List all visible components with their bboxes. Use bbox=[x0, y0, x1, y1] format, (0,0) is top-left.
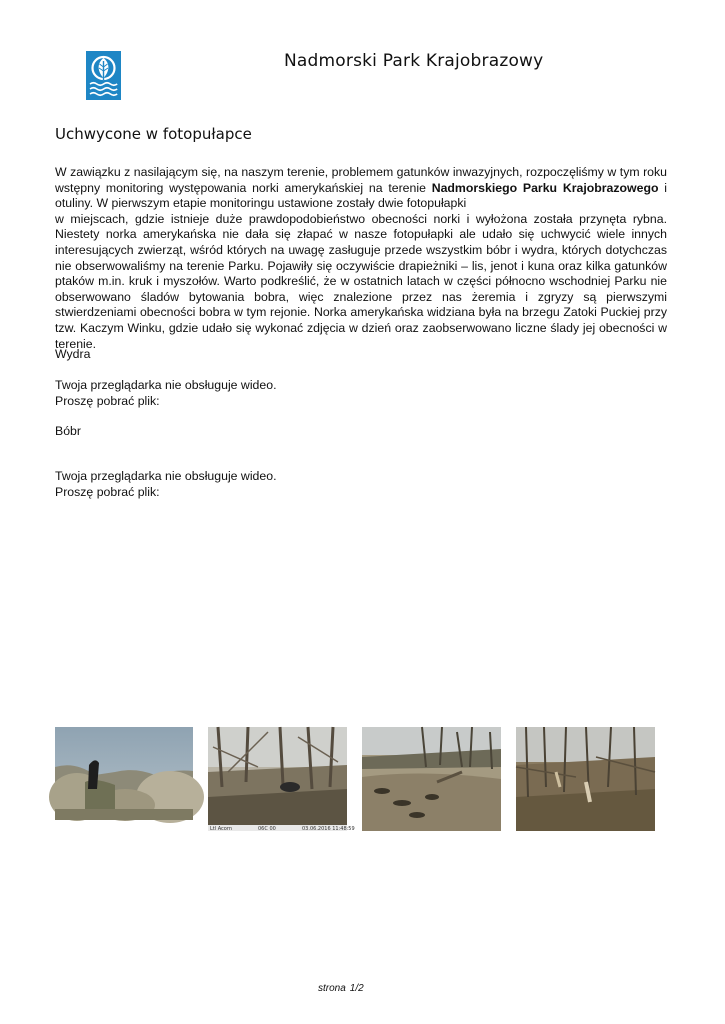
photo-beaver-trail-field[interactable] bbox=[362, 727, 501, 831]
video-fallback-line1: Twoja przeglądarka nie obsługuje wideo. bbox=[55, 469, 277, 483]
video-label-bobr: Bóbr bbox=[55, 424, 81, 438]
video-download-link[interactable]: Proszę pobrać plik: bbox=[55, 485, 160, 499]
site-title: Nadmorski Park Krajobrazowy bbox=[284, 51, 544, 71]
page-word: strona bbox=[318, 983, 346, 994]
photo-mink-on-rocks[interactable] bbox=[55, 727, 193, 820]
intro-park-name: Nadmorskiego Parku Krajobrazowego bbox=[431, 180, 659, 195]
video-download-link[interactable]: Proszę pobrać plik: bbox=[55, 394, 160, 408]
article-intro bbox=[55, 165, 667, 352]
photo-trap-camera-forest[interactable] bbox=[208, 727, 355, 832]
article-title: Uchwycone w fotopułapce bbox=[55, 125, 252, 143]
video-label-wydra: Wydra bbox=[55, 347, 91, 361]
page-count: 1/2 bbox=[349, 983, 364, 994]
intro-text-part1: W zawiązku z nasilającym się, na naszym terenie, problemem gatunków inwazyjnych, rozpoczęliśmy w tym roku wstępny monitoring występowania norki amerykańskiej na terenie bbox=[55, 165, 667, 195]
camera-brand-caption: Ltl Acorn bbox=[210, 826, 233, 832]
camera-temp-caption: 06C 00 bbox=[258, 826, 276, 832]
photo-beaver-gnawed-trees[interactable] bbox=[516, 727, 655, 831]
page-number bbox=[318, 983, 364, 994]
intro-text-part2: i otuliny. W pierwszym etapie monitoringu ustawione zostały dwie fotopułapki bbox=[55, 180, 667, 211]
video-fallback-line1: Twoja przeglądarka nie obsługuje wideo. bbox=[55, 378, 277, 392]
leaf-waves-logo-icon bbox=[86, 51, 121, 100]
intro-text-part3: w miejscach, gdzie istnieje duże prawdopodobieństwo obecności norki i wyłożona została przynęta rybna. Niestety norka amerykańska nie dała się złapać w nasze fotopułapki ale udało się uchwycić wiele innych interesujących zwierząt, wśród których na uwagę zasługuje przede wszystkim bóbr i wydra, których dotychczas nie obserwowaliśmy na terenie Parku. Pojawiły się oczywiście drapieżniki – lis, jenot i kuna oraz kilka gatunków ptaków m.in. kruk i myszołów. Warto podkreślić, że w ostatnich latach w części północno wschodniej Parku nie obserwowano śladów bytowania bobra, więc znalezione przez nas żeremia i zgryzy są pierwszymi stwierdzeniami obecności bobra w tym rejonie. Norka amerykańska widziana była na brzegu Zatoki Puckiej przy tzw. Kaczym Winku, gdzie udało się wykonać zdjęcia w dzień oraz zaobserwowano liczne ślady jej obecności w terenie. bbox=[55, 211, 667, 351]
camera-date-caption: 03.06.2016 11:48:59 bbox=[302, 826, 355, 832]
park-logo bbox=[86, 51, 121, 100]
